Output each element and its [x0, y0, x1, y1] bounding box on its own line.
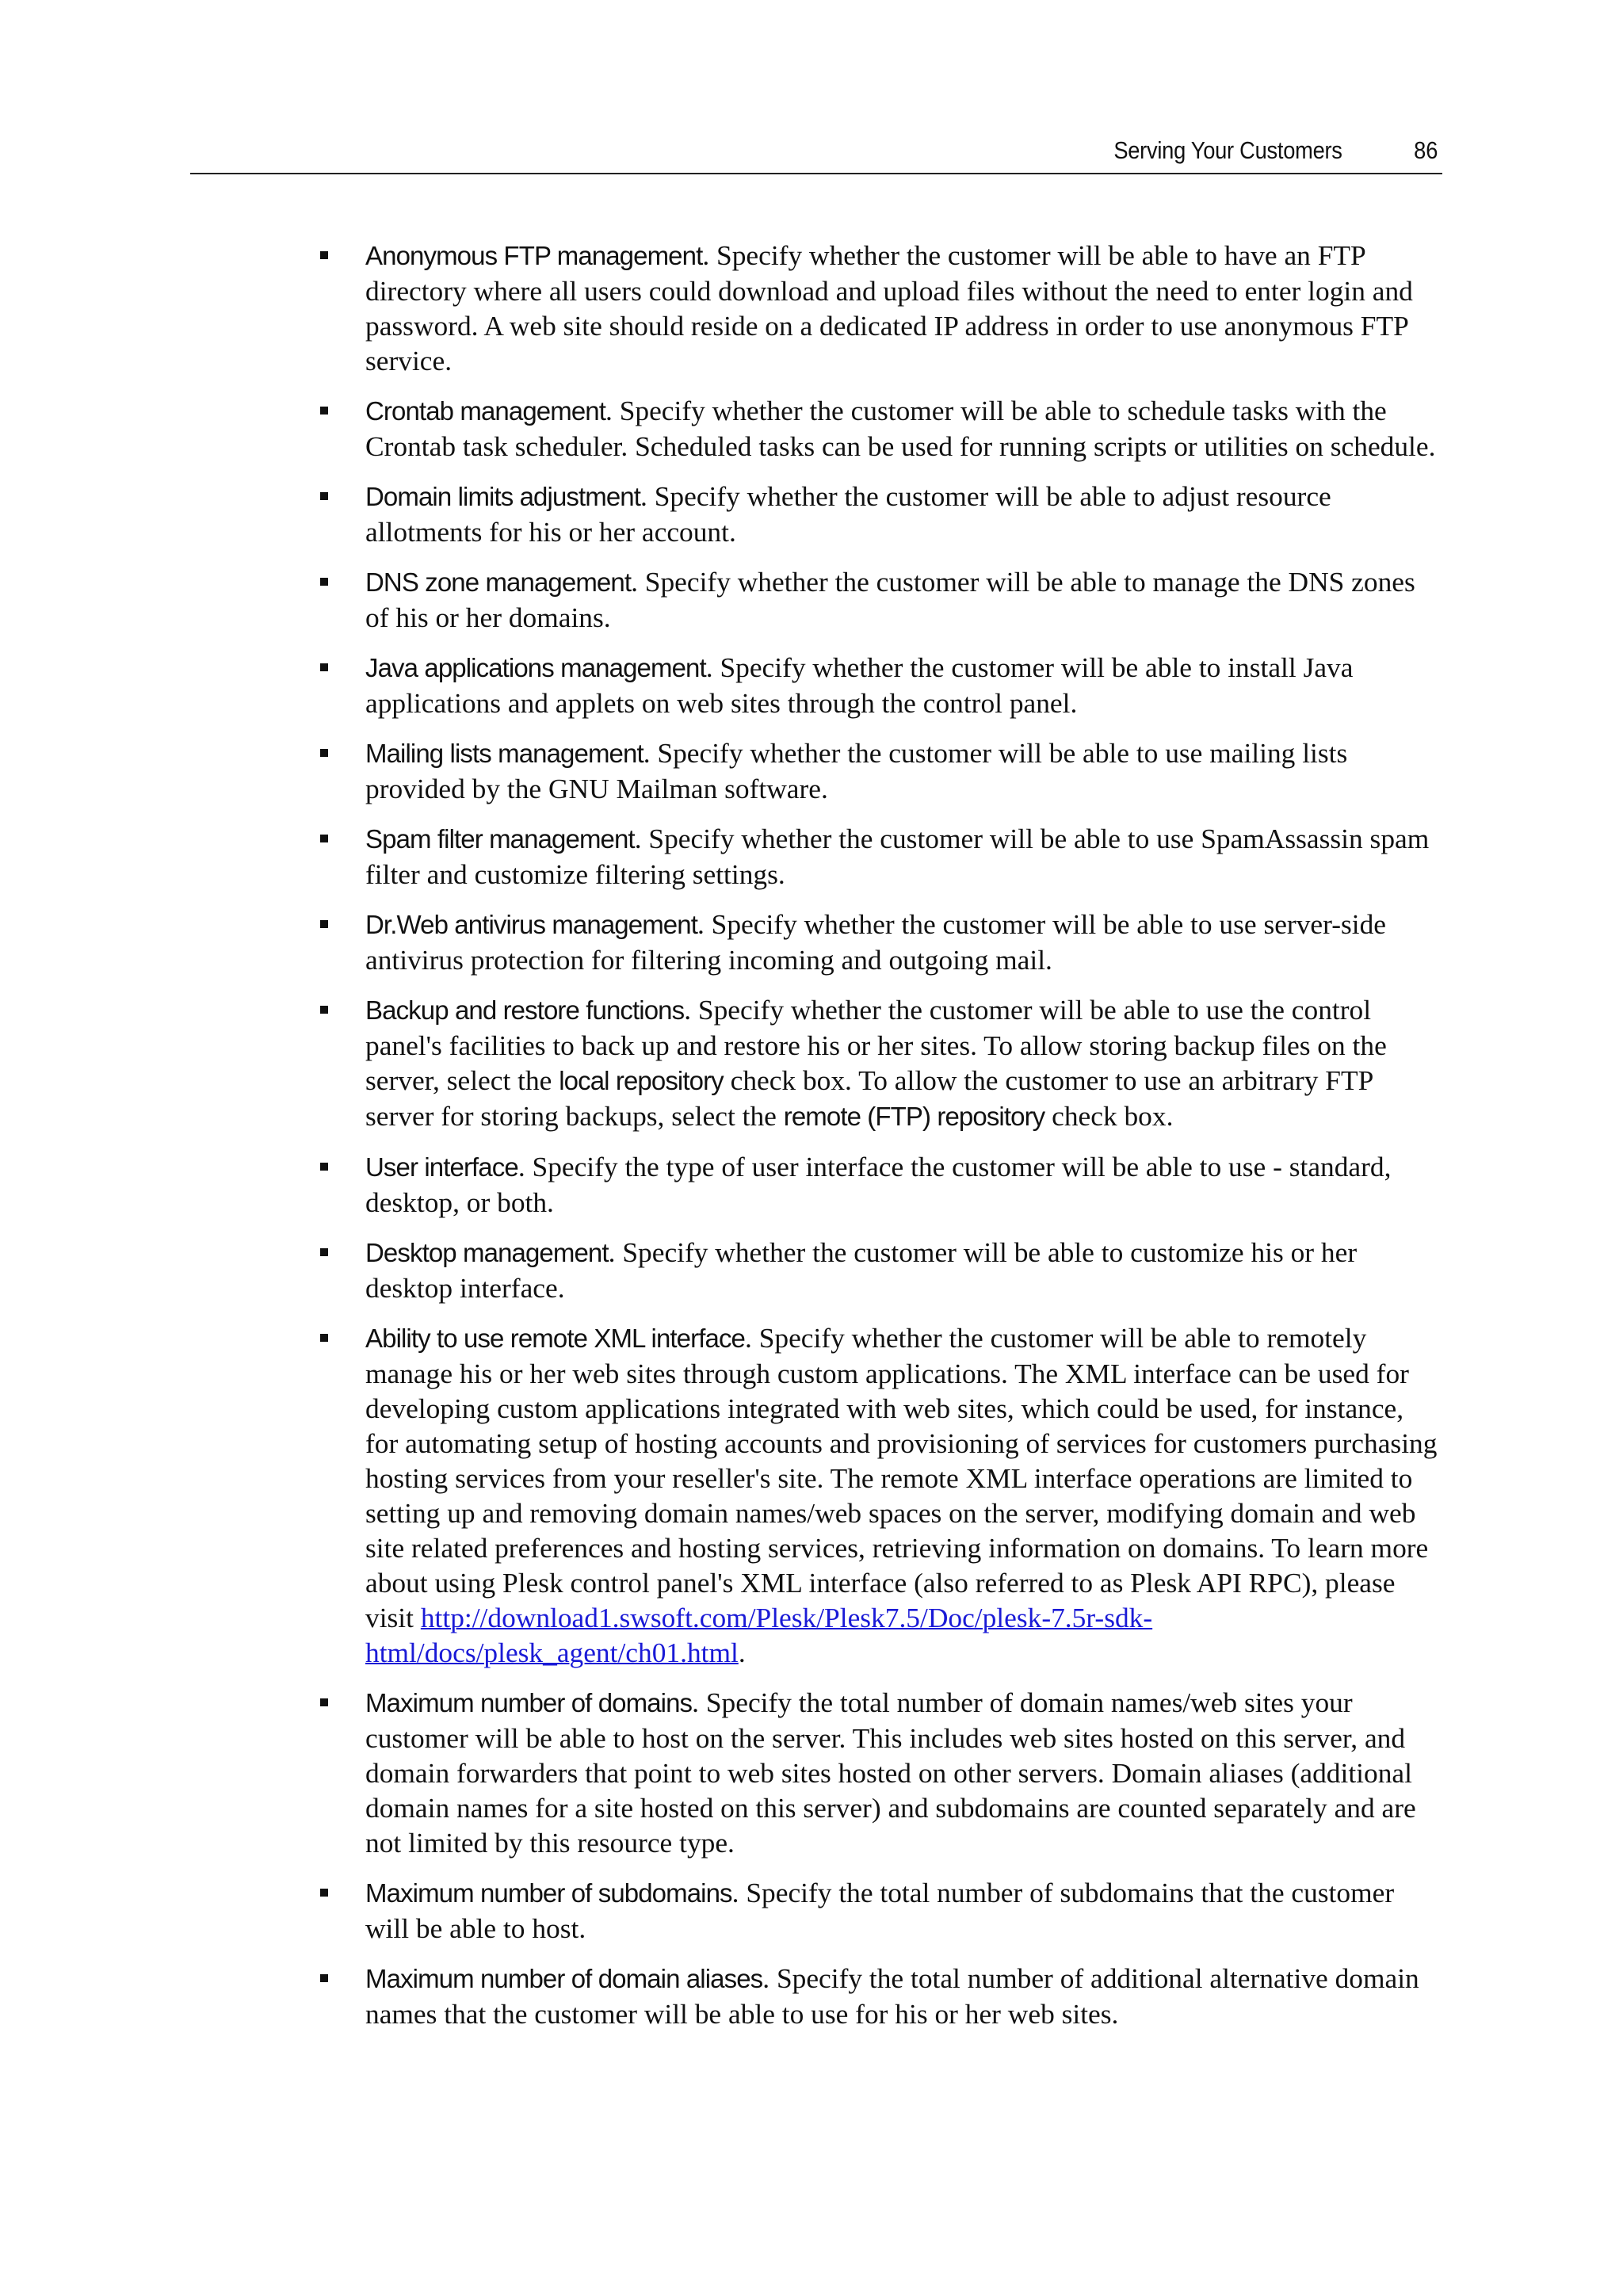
list-item — [0, 564, 1443, 635]
list-item — [0, 1149, 1443, 1220]
bullet-icon — [320, 1334, 328, 1342]
item-text: . Specify whether the customer will be able to have an FTP directory where all users could download and upload files without the need to enter login and password. A web site should reside on a dedicated IP address in order to use anonymous FTP service. — [365, 239, 1413, 376]
permissions-list — [0, 238, 1623, 2046]
item-term: Dr.Web antivirus management — [365, 910, 697, 939]
item-term: User interface — [365, 1152, 518, 1182]
item-text: . Specify the type of user interface the customer will be able to use - standard, desktop, or both. — [365, 1151, 1392, 1218]
list-item — [0, 650, 1443, 720]
item-term: Maximum number of subdomains — [365, 1878, 732, 1908]
list-item — [0, 1961, 1443, 2031]
remote-repository-label: remote (FTP) repository — [783, 1102, 1045, 1131]
item-text: . Specify whether the customer will be able to remotely manage his or her web sites through custom applications. The XML interface can be used for developing custom applications integrated with web sites, which could be used, for instance, for automating setup of hosting accounts and provisioning of services for customers purchasing hosting services from your reseller's site. The remote XML interface operations are limited to setting up and removing domain names/web spaces on the server, modifying domain and web site related preferences and hosting services, retrieving information on domains. To learn more about using Plesk control panel's XML interface (also referred to as Plesk API RPC), please visit — [365, 1322, 1438, 1633]
item-text: . Specify the total number of subdomains that the customer will be able to host. — [365, 1877, 1395, 1944]
bullet-icon — [320, 1974, 328, 1982]
item-text: . Specify whether the customer will be able to customize his or her desktop interface. — [365, 1236, 1358, 1304]
item-term: Spam filter management — [365, 824, 635, 854]
list-item — [0, 393, 1443, 464]
item-text-end: . — [738, 1637, 746, 1668]
bullet-icon — [320, 251, 328, 259]
list-item — [0, 735, 1443, 806]
list-item — [0, 992, 1443, 1134]
item-text: . Specify whether the customer will be able to use SpamAssassin spam filter and customize filtering settings. — [365, 823, 1430, 890]
bullet-icon — [320, 407, 328, 415]
list-item — [0, 907, 1443, 977]
item-term: Crontab management — [365, 396, 605, 426]
bullet-icon — [320, 578, 328, 586]
bullet-icon — [320, 1006, 328, 1014]
list-item — [0, 479, 1443, 549]
item-term: Desktop management — [365, 1238, 609, 1267]
item-term: DNS zone management — [365, 567, 632, 597]
item-text: . Specify whether the customer will be able to use server-side antivirus protection for filtering incoming and outgoing mail. — [365, 908, 1386, 976]
list-item — [0, 1320, 1443, 1670]
item-text: . Specify whether the customer will be able to schedule tasks with the Crontab task scheduler. Scheduled tasks can be used for running scripts or utilities on schedule. — [365, 395, 1436, 462]
item-text: . Specify whether the customer will be able to use mailing lists provided by the GNU Mailman software. — [365, 737, 1348, 804]
item-term: Maximum number of domain aliases — [365, 1964, 763, 1993]
item-term: Domain limits adjustment — [365, 482, 641, 511]
item-text: check box. To allow the customer to use an arbitrary FTP server for storing backups, select the — [365, 1064, 1373, 1132]
item-text: . Specify the total number of domain names/web sites your customer will be able to host on the server. This includes web sites hosted on this server, and domain forwarders that point to web sites hosted on other servers. Domain aliases (additional domain names for a site hosted on this server) and subdomains are counted separately and are not limited by this resource type. — [365, 1687, 1416, 1859]
local-repository-label: local repository — [559, 1066, 724, 1095]
bullet-icon — [320, 663, 328, 671]
list-item — [0, 1685, 1443, 1860]
plesk-api-doc-link[interactable]: http://download1.swsoft.com/Plesk/Plesk7.5/Doc/plesk-7.5r-sdk-html/docs/plesk_agent/ch01.html — [365, 1602, 1153, 1668]
page-number: 86 — [1413, 136, 1438, 164]
item-text: . Specify whether the customer will be able to manage the DNS zones of his or her domains. — [365, 566, 1415, 633]
bullet-icon — [320, 920, 328, 928]
bullet-icon — [320, 835, 328, 842]
item-text: . Specify whether the customer will be able to adjust resource allotments for his or her account. — [365, 480, 1331, 548]
item-text: check box. — [1044, 1100, 1174, 1132]
item-text: . Specify the total number of additional alternative domain names that the customer will be able to use for his or her web sites. — [365, 1962, 1419, 2030]
item-term: Java applications management — [365, 653, 706, 682]
bullet-icon — [320, 1698, 328, 1706]
item-term: Backup and restore functions — [365, 995, 685, 1025]
bullet-icon — [320, 749, 328, 757]
item-text: . Specify whether the customer will be able to install Java applications and applets on web sites through the control panel. — [365, 651, 1354, 719]
item-term: Ability to use remote XML interface — [365, 1324, 746, 1353]
list-item — [0, 821, 1443, 892]
list-item — [0, 1235, 1443, 1305]
bullet-icon — [320, 1889, 328, 1897]
list-item — [0, 238, 1443, 378]
item-text: . Specify whether the customer will be able to use the control panel's facilities to back up and restore his or her sites. To allow storing backup files on the server, select the — [365, 994, 1387, 1096]
list-item — [0, 1875, 1443, 1946]
bullet-icon — [320, 1163, 328, 1171]
bullet-icon — [320, 1248, 328, 1256]
bullet-icon — [320, 492, 328, 500]
header-title: Serving Your Customers — [1113, 136, 1342, 164]
item-term: Anonymous FTP management — [365, 241, 703, 270]
page-header — [190, 133, 1442, 174]
item-term: Mailing lists management — [365, 739, 643, 768]
item-term: Maximum number of domains — [365, 1688, 693, 1717]
